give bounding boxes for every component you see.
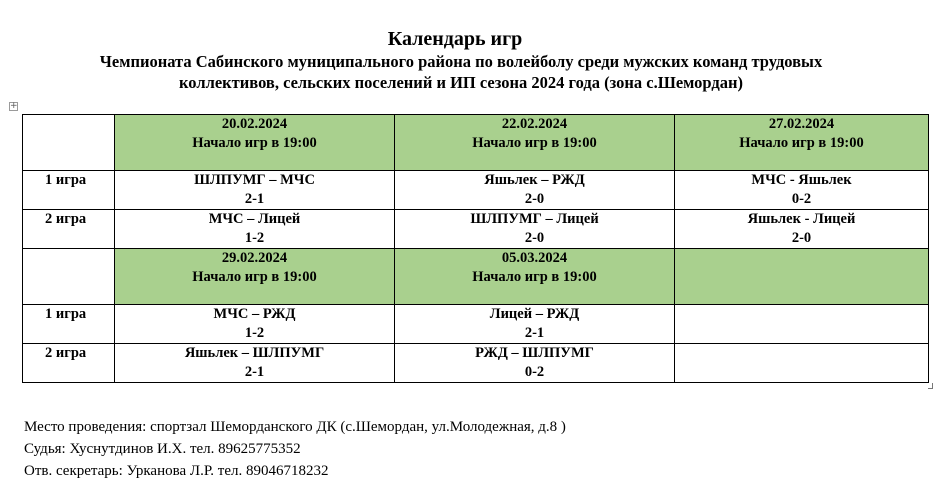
table-row bbox=[23, 305, 929, 344]
date-header-row bbox=[23, 249, 929, 305]
start-time: Начало игр в 19:00 bbox=[739, 135, 864, 151]
empty-match-cell bbox=[675, 344, 929, 383]
start-time: Начало игр в 19:00 bbox=[192, 269, 317, 285]
table-row bbox=[23, 344, 929, 383]
empty-corner-cell bbox=[23, 249, 115, 305]
match-date: 05.03.2024 bbox=[501, 250, 568, 266]
match-score: 0-2 bbox=[524, 364, 545, 380]
match-teams: Яшьлек – ШЛПУМГ bbox=[184, 345, 325, 361]
match-score: 2-0 bbox=[791, 230, 812, 246]
match-teams: Яшьлек - Лицей bbox=[747, 211, 856, 227]
date-header-cell bbox=[115, 249, 395, 305]
subtitle-line-1: Чемпионата Сабинского муниципального района по волейболу среди мужских команд трудовых bbox=[99, 52, 823, 71]
match-cell bbox=[115, 344, 395, 383]
match-score: 2-0 bbox=[524, 230, 545, 246]
empty-corner-cell bbox=[23, 115, 115, 171]
match-score: 2-0 bbox=[524, 191, 545, 207]
game-label: 1 игра bbox=[23, 171, 115, 210]
start-time: Начало игр в 19:00 bbox=[192, 135, 317, 151]
match-teams: МЧС - Яшьлек bbox=[751, 172, 852, 188]
match-cell bbox=[395, 171, 675, 210]
match-score: 1-2 bbox=[244, 325, 265, 341]
match-cell bbox=[115, 305, 395, 344]
start-time: Начало игр в 19:00 bbox=[472, 135, 597, 151]
match-teams: МЧС – РЖД bbox=[213, 306, 296, 322]
match-date: 27.02.2024 bbox=[768, 116, 835, 132]
date-header-cell bbox=[115, 115, 395, 171]
schedule-table bbox=[22, 114, 929, 383]
match-cell bbox=[675, 210, 929, 249]
match-teams: Лицей – РЖД bbox=[489, 306, 580, 322]
date-header-cell bbox=[395, 115, 675, 171]
table-end-mark bbox=[928, 383, 933, 389]
date-header-row bbox=[23, 115, 929, 171]
footer-info bbox=[24, 416, 924, 482]
subtitle-line-2: коллективов, сельских поселений и ИП сезона 2024 года (зона с.Шемордан) bbox=[179, 73, 743, 92]
empty-date-header-cell bbox=[675, 249, 929, 305]
match-score: 1-2 bbox=[244, 230, 265, 246]
match-date: 20.02.2024 bbox=[221, 116, 288, 132]
match-cell bbox=[675, 171, 929, 210]
match-teams: ШЛПУМГ – МЧС bbox=[194, 172, 315, 188]
move-handle-icon[interactable]: + bbox=[10, 101, 18, 111]
venue-text: Место проведения: спортзал Шеморданского ДК (с.Шемордан, ул.Молодежная, д.8 ) bbox=[24, 419, 566, 435]
date-header-cell bbox=[395, 249, 675, 305]
table-row bbox=[23, 171, 929, 210]
match-date: 29.02.2024 bbox=[221, 250, 288, 266]
match-score: 2-1 bbox=[244, 191, 265, 207]
match-date: 22.02.2024 bbox=[501, 116, 568, 132]
document-subtitle bbox=[0, 51, 922, 93]
judge-text: Судья: Хуснутдинов И.Х. тел. 89625775352 bbox=[24, 441, 301, 457]
match-cell bbox=[395, 344, 675, 383]
match-cell bbox=[395, 210, 675, 249]
match-teams: Яшьлек – РЖД bbox=[484, 172, 585, 188]
game-label: 1 игра bbox=[23, 305, 115, 344]
match-cell bbox=[395, 305, 675, 344]
match-score: 2-1 bbox=[244, 364, 265, 380]
start-time: Начало игр в 19:00 bbox=[472, 269, 597, 285]
match-cell bbox=[115, 210, 395, 249]
match-teams: РЖД – ШЛПУМГ bbox=[475, 345, 594, 361]
secretary-text: Отв. секретарь: Урканова Л.Р. тел. 89046718232 bbox=[24, 463, 329, 479]
document-title: Календарь игр bbox=[387, 28, 523, 50]
game-label: 2 игра bbox=[23, 210, 115, 249]
match-teams: МЧС – Лицей bbox=[208, 211, 301, 227]
match-score: 0-2 bbox=[791, 191, 812, 207]
table-row bbox=[23, 210, 929, 249]
match-teams: ШЛПУМГ – Лицей bbox=[470, 211, 599, 227]
empty-match-cell bbox=[675, 305, 929, 344]
match-score: 2-1 bbox=[524, 325, 545, 341]
match-cell bbox=[115, 171, 395, 210]
game-label: 2 игра bbox=[23, 344, 115, 383]
date-header-cell bbox=[675, 115, 929, 171]
